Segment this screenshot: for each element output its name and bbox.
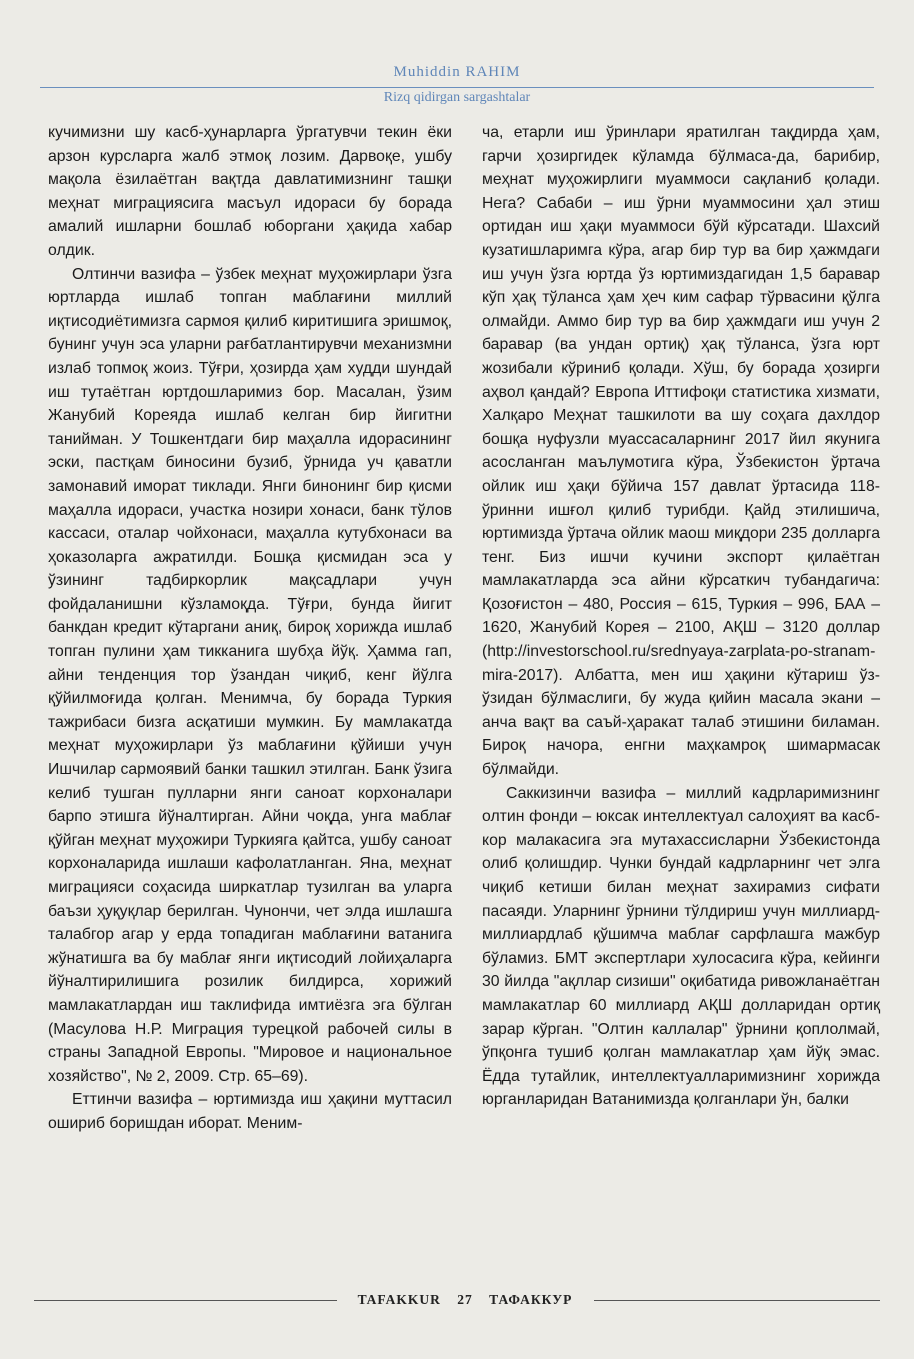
paragraph: Еттинчи вазифа – юртимизда иш ҳақини муттасил ошириб боришдан иборат. Меним- bbox=[48, 1091, 452, 1132]
paragraph: Олтинчи вазифа – ўзбек меҳнат муҳожирлари ўзга юртларда ишлаб топган маблағини миллий иқтисодиётимизга сармоя қилиб киритишига эришмоқ, бунинг учун эса уларни рағбатлантирувчи механизмни излаб топмоқ жоиз. Тўғри, ҳозирда ҳам худди шундай иш тутаётган юртдошларимиз бор. Масалан, ўзим Жанубий Кореяда ишлаб келган бир йигитни танийман. У Тошкентдаги бир маҳалла идорасининг эски, пастқам биносини бузиб, ўрнида уч қаватли замонавий иморат тиклади. Янги бинонинг бир қисми маҳалла идораси, участка нозири хонаси, банк тўлов кассаси, оталар чойхонаси, маҳалла кутубхонаси ва ҳоказоларга ажратилди. Бошқа қисмидан эса у ўзининг тадбиркорлик мақсадлари учун фойдаланишни кўзламоқда. Тўғри, бунда йигит банкдан кредит кўтаргани аниқ, бироқ хорижда ишлаб топган пулини ҳам тикканига шубҳа йўқ. Ҳамма гап, айни тенденция тор ўзандан чиқиб, кенг йўлга қўйилмоғида қолган. Менимча, бу борада Туркия тажрибаси бизга асқатиши мумкин. Бу мамлакатда меҳнат муҳожирлари ўз маблағини қўйиши учун Ишчилар сармоявий банки ташкил этилган. Банк ўзига келиб тушган пулларни янги саноат корхоналари барпо этишга йўналтирган. Айни чоқда, унга маблағ қўйган меҳнат муҳожири Туркияга қайтса, ушбу саноат корхоналарида ишлаши кафолатланган. Яна, меҳнат миграцияси соҳасида ширкатлар тузилган ва уларга баъзи ҳуқуқлар берилган. Чунончи, чет элда ишлашга талабгор агар у ерда топадиган маблағини ватанига жўнатишга ва бу маблағ янги иқтисодий лойиҳаларга йўналтирилишига розилик билдирса, хорижий мамлакатлардан иш таклифида имтиёзга эга бўлган (Масулова Н.Р. Миграция турецкой рабочей силы в страны Западной Европы. "Мировое и национальное хозяйство", № 2, 2009. Стр. 65–69). bbox=[48, 265, 452, 1085]
running-header bbox=[0, 62, 914, 82]
author-name: Muhiddin RAHIM bbox=[393, 64, 521, 80]
page-number: 27 bbox=[457, 1292, 473, 1307]
right-column bbox=[482, 121, 880, 1112]
paragraph: Саккизинчи вазифа – миллий кадрларимизнинг олтин фонди – юксак интеллектуал салоҳият ва касб-кор малакасига эга мутахассисларни Ўзбекистонда олиб қолишдир. Чунки бундай кадрларнинг чет элга чиқиб кетиши билан меҳнат захирамиз сифати пасаяди. Уларнинг ўрнини тўлдириш учун миллиард-миллиардлаб қўшимча маблағ сарфлашга мажбур бўламиз. БМТ экспертлари хулосасига кўра, кейинги 30 йилда "ақллар сизиши" оқибатида ривожланаётган мамлакатлар 60 миллиард АҚШ долларидан ортиқ зарар кўрган. "Олтин каллалар" ўрнини қоплолмай, ўпқонга тушиб қолган мамлакатлар ҳам йўқ эмас. Ёдда тутайлик, интеллектуалларимизнинг хорижда юрганларидан Ватанимизда қолганлари ўн, балки bbox=[482, 784, 880, 1109]
footer-magazine-latin: TAFAKKUR bbox=[357, 1292, 441, 1307]
paragraph: кучимизни шу касб-ҳунарларга ўргатувчи текин ёки арзон курсларга жалб этмоқ лозим. Дарвоқе, ушбу мақола ёзилаётган вақтда давлатимизнинг ташқи меҳнат миграциясига масъул идораси бу борада амалий ишларни бошлаб юборгани ҳақида хабар олдик. bbox=[48, 124, 452, 259]
footer-rule-right bbox=[594, 1300, 880, 1301]
left-column bbox=[48, 121, 452, 1136]
article-subtitle: Rizq qidirgan sargashtalar bbox=[383, 90, 531, 105]
page-footer bbox=[0, 1290, 914, 1312]
footer-magazine-cyrillic: ТАФАККУР bbox=[489, 1292, 573, 1307]
paragraph: ча, етарли иш ўринлари яратилган тақдирда ҳам, гарчи ҳозиргидек кўламда бўлмаса-да, барибир, меҳнат муҳожирлиги муаммоси сақланиб қолади. Нега? Сабаби – иш ўрни муаммосини ҳал этиш ортидан иш ҳақи муаммоси бўй кўрсатади. Шахсий кузатишларимга кўра, агар бир тур ва бир ҳажмдаги иш учун ўзга юртда ўз юртимиздагидан 1,5 баравар кўп ҳақ тўланса ҳам ҳеч ким сафар тўрвасини қўлга олмайди. Аммо бир тур ва бир ҳажмдаги иш учун 2 баравар (ва ундан ортиқ) ҳақ тўланса, ўзга юрт жозибали кўриниб қолади. Хўш, бу борада ҳозирги аҳвол қандай? Европа Иттифоқи статистика хизмати, Халқаро Меҳнат ташкилоти ва шу соҳага дахлдор бошқа нуфузли муассасаларнинг 2017 йил якунига асосланган маълумотига кўра, Ўзбекистон ўртача ойлик иш ҳақи бўйича 157 давлат ўртасида 118-ўринни ишғол қилиб турибди. Қайд этилишича, юртимизда ўртача ойлик маош миқдори 235 долларга тенг. Биз ишчи кучини экспорт қилаётган мамлакатларда эса айни кўрсаткич тубандагича: Қозоғистон – 480, Россия – 615, Туркия – 996, БАА –1620, Жанубий Корея – 2100, АҚШ – 3120 доллар (http://investorschool.ru/srednyaya-zarplata-po-stranam-mira-2017). Албатта, мен иш ҳақини кўтариш ўз-ўзидан бўлмаслиги, бу жуда қийин масала экани – анча вақт ва саъй-ҳаракат талаб этишини биламан. Бироқ начора, енгни маҳкамроқ шимармасак бўлмайди. bbox=[482, 124, 880, 779]
footer-text bbox=[340, 1290, 590, 1310]
footer-rule-left bbox=[34, 1300, 337, 1301]
